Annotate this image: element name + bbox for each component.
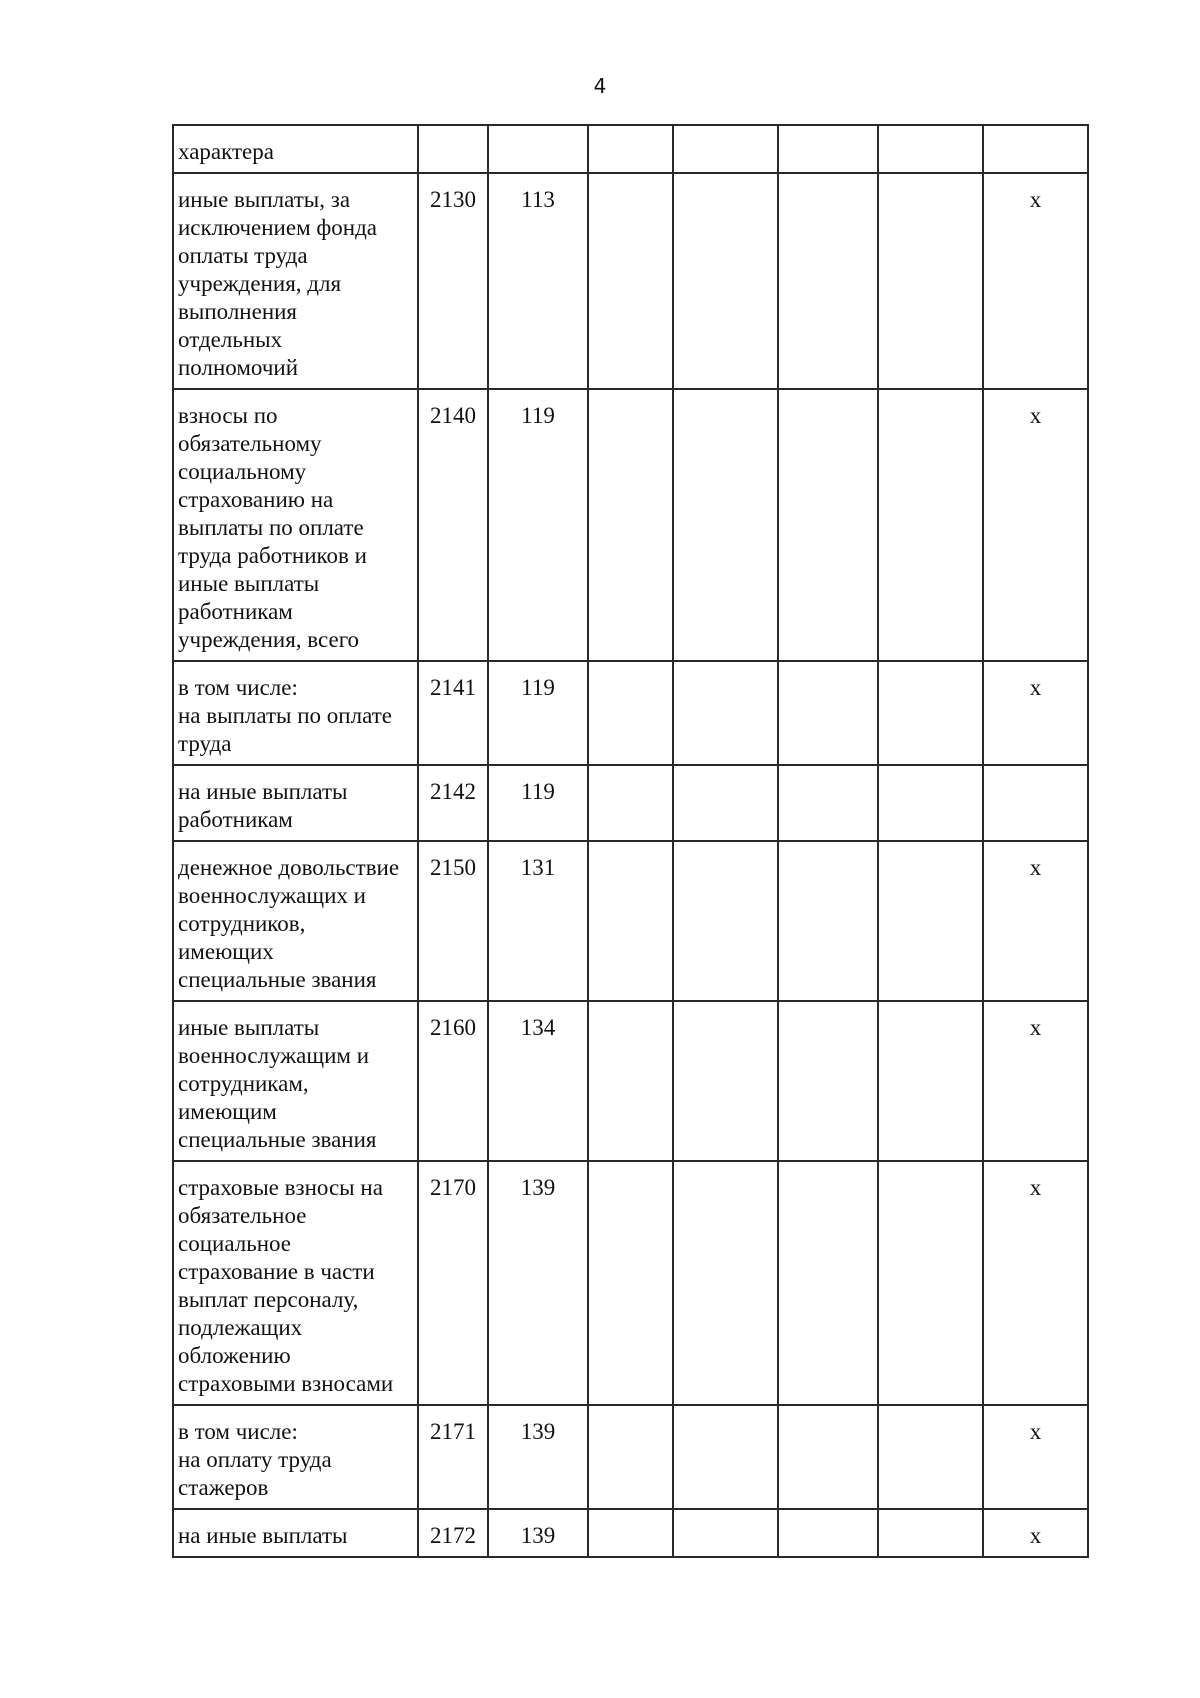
table-row — [173, 125, 1088, 173]
row-empty-cell — [878, 841, 983, 1001]
row-name-line: на оплату труда — [178, 1447, 332, 1472]
page-number: 4 — [593, 74, 607, 98]
row-empty-cell — [588, 1161, 673, 1405]
row-empty-cell — [588, 1001, 673, 1161]
table-row — [173, 1161, 1088, 1405]
row-empty-cell — [878, 1161, 983, 1405]
row-mark-cell: x — [983, 841, 1088, 1001]
row-kbk-cell: 131 — [488, 841, 588, 1001]
row-name-line: имеющим — [178, 1099, 277, 1124]
row-kbk-cell: 139 — [488, 1509, 588, 1557]
row-name-line: в том числе: — [178, 1419, 298, 1444]
row-empty-cell — [588, 1405, 673, 1509]
row-name-line: выполнения — [178, 299, 298, 324]
row-name-cell — [173, 389, 418, 661]
row-name-line: подлежащих — [178, 1315, 303, 1340]
row-name-line: социальному — [178, 459, 307, 484]
row-name-line: специальные звания — [178, 967, 377, 992]
row-name-line: социальное — [178, 1231, 292, 1256]
row-empty-cell — [878, 1001, 983, 1161]
row-empty-cell — [778, 125, 878, 173]
row-empty-cell — [588, 841, 673, 1001]
row-name-line: выплат персоналу, — [178, 1287, 359, 1312]
row-empty-cell — [588, 389, 673, 661]
row-name-line: труда — [178, 731, 232, 756]
row-name-line: на выплаты по оплате — [178, 703, 392, 728]
row-kbk-cell: 139 — [488, 1161, 588, 1405]
row-empty-cell — [778, 1405, 878, 1509]
row-kbk-cell: 119 — [488, 389, 588, 661]
table-row — [173, 1405, 1088, 1509]
row-name-line: на иные выплаты — [178, 1523, 348, 1548]
row-mark-cell: x — [983, 661, 1088, 765]
row-kbk-cell: 119 — [488, 661, 588, 765]
row-code-cell: 2160 — [418, 1001, 488, 1161]
row-empty-cell — [673, 125, 778, 173]
row-mark-cell — [983, 765, 1088, 841]
row-empty-cell — [878, 125, 983, 173]
row-name-line: обложению — [178, 1343, 291, 1368]
row-name-cell — [173, 1405, 418, 1509]
row-code-cell — [418, 125, 488, 173]
row-name-cell — [173, 1001, 418, 1161]
row-name-line: сотрудникам, — [178, 1071, 309, 1096]
row-empty-cell — [673, 661, 778, 765]
row-empty-cell — [778, 661, 878, 765]
row-name-line: иные выплаты — [178, 571, 320, 596]
row-name-line: обязательное — [178, 1203, 307, 1228]
row-name-line: характера — [178, 139, 274, 164]
row-kbk-cell — [488, 125, 588, 173]
row-code-cell: 2172 — [418, 1509, 488, 1557]
row-empty-cell — [673, 173, 778, 389]
row-empty-cell — [778, 1509, 878, 1557]
row-name-line: исключением фонда — [178, 215, 378, 240]
row-code-cell: 2141 — [418, 661, 488, 765]
row-name-line: обязательному — [178, 431, 322, 456]
row-name-line: страхованию на — [178, 487, 334, 512]
row-empty-cell — [778, 841, 878, 1001]
row-empty-cell — [588, 173, 673, 389]
row-empty-cell — [673, 389, 778, 661]
row-name-cell — [173, 765, 418, 841]
row-kbk-cell: 113 — [488, 173, 588, 389]
row-empty-cell — [878, 661, 983, 765]
row-kbk-cell: 119 — [488, 765, 588, 841]
row-name-line: учреждения, для — [178, 271, 342, 296]
row-empty-cell — [673, 1405, 778, 1509]
row-name-cell — [173, 173, 418, 389]
row-empty-cell — [673, 841, 778, 1001]
row-empty-cell — [588, 125, 673, 173]
row-code-cell: 2140 — [418, 389, 488, 661]
row-name-line: работникам — [178, 599, 293, 624]
row-name-cell — [173, 1509, 418, 1557]
row-empty-cell — [878, 1509, 983, 1557]
row-name-cell — [173, 841, 418, 1001]
row-kbk-cell: 134 — [488, 1001, 588, 1161]
row-code-cell: 2170 — [418, 1161, 488, 1405]
row-empty-cell — [673, 1161, 778, 1405]
row-mark-cell — [983, 125, 1088, 173]
row-code-cell: 2142 — [418, 765, 488, 841]
row-kbk-cell: 139 — [488, 1405, 588, 1509]
row-name-line: учреждения, всего — [178, 627, 360, 652]
row-name-cell — [173, 661, 418, 765]
row-empty-cell — [588, 1509, 673, 1557]
row-empty-cell — [588, 661, 673, 765]
row-empty-cell — [878, 389, 983, 661]
row-empty-cell — [778, 1161, 878, 1405]
row-empty-cell — [778, 389, 878, 661]
row-name-line: страховыми взносами — [178, 1371, 394, 1396]
row-code-cell: 2130 — [418, 173, 488, 389]
row-name-cell — [173, 125, 418, 173]
row-name-line: на иные выплаты — [178, 779, 348, 804]
row-mark-cell: x — [983, 1161, 1088, 1405]
row-name-line: денежное довольствие — [178, 855, 400, 880]
row-name-line: взносы по — [178, 403, 278, 428]
table-body — [173, 125, 1088, 1557]
row-name-line: специальные звания — [178, 1127, 377, 1152]
row-code-cell: 2171 — [418, 1405, 488, 1509]
row-name-cell — [173, 1161, 418, 1405]
row-empty-cell — [673, 1001, 778, 1161]
table-row — [173, 173, 1088, 389]
row-empty-cell — [878, 173, 983, 389]
row-mark-cell: x — [983, 173, 1088, 389]
row-empty-cell — [878, 1405, 983, 1509]
row-empty-cell — [778, 173, 878, 389]
row-empty-cell — [673, 765, 778, 841]
row-name-line: страховые взносы на — [178, 1175, 383, 1200]
row-name-line: работникам — [178, 807, 293, 832]
row-name-line: оплаты труда — [178, 243, 308, 268]
row-name-line: страхование в части — [178, 1259, 375, 1284]
table-row — [173, 1509, 1088, 1557]
row-name-line: полномочий — [178, 355, 298, 380]
row-code-cell: 2150 — [418, 841, 488, 1001]
row-empty-cell — [588, 765, 673, 841]
row-empty-cell — [673, 1509, 778, 1557]
row-name-line: военнослужащим и — [178, 1043, 369, 1068]
table-row — [173, 841, 1088, 1001]
row-name-line: в том числе: — [178, 675, 298, 700]
table-row — [173, 389, 1088, 661]
table-row — [173, 765, 1088, 841]
table-row — [173, 661, 1088, 765]
row-name-line: военнослужащих и — [178, 883, 366, 908]
row-name-line: сотрудников, — [178, 911, 306, 936]
row-name-line: иные выплаты, за — [178, 187, 351, 212]
row-empty-cell — [778, 765, 878, 841]
row-empty-cell — [878, 765, 983, 841]
row-name-line: труда работников и — [178, 543, 367, 568]
row-name-line: имеющих — [178, 939, 274, 964]
row-mark-cell: x — [983, 1001, 1088, 1161]
table-row — [173, 1001, 1088, 1161]
row-mark-cell: x — [983, 1405, 1088, 1509]
row-name-line: стажеров — [178, 1475, 269, 1500]
payments-table — [172, 124, 1089, 1558]
row-name-line: иные выплаты — [178, 1015, 320, 1040]
row-name-line: выплаты по оплате — [178, 515, 364, 540]
row-mark-cell: x — [983, 1509, 1088, 1557]
row-name-line: отдельных — [178, 327, 283, 352]
row-empty-cell — [778, 1001, 878, 1161]
row-mark-cell: x — [983, 389, 1088, 661]
